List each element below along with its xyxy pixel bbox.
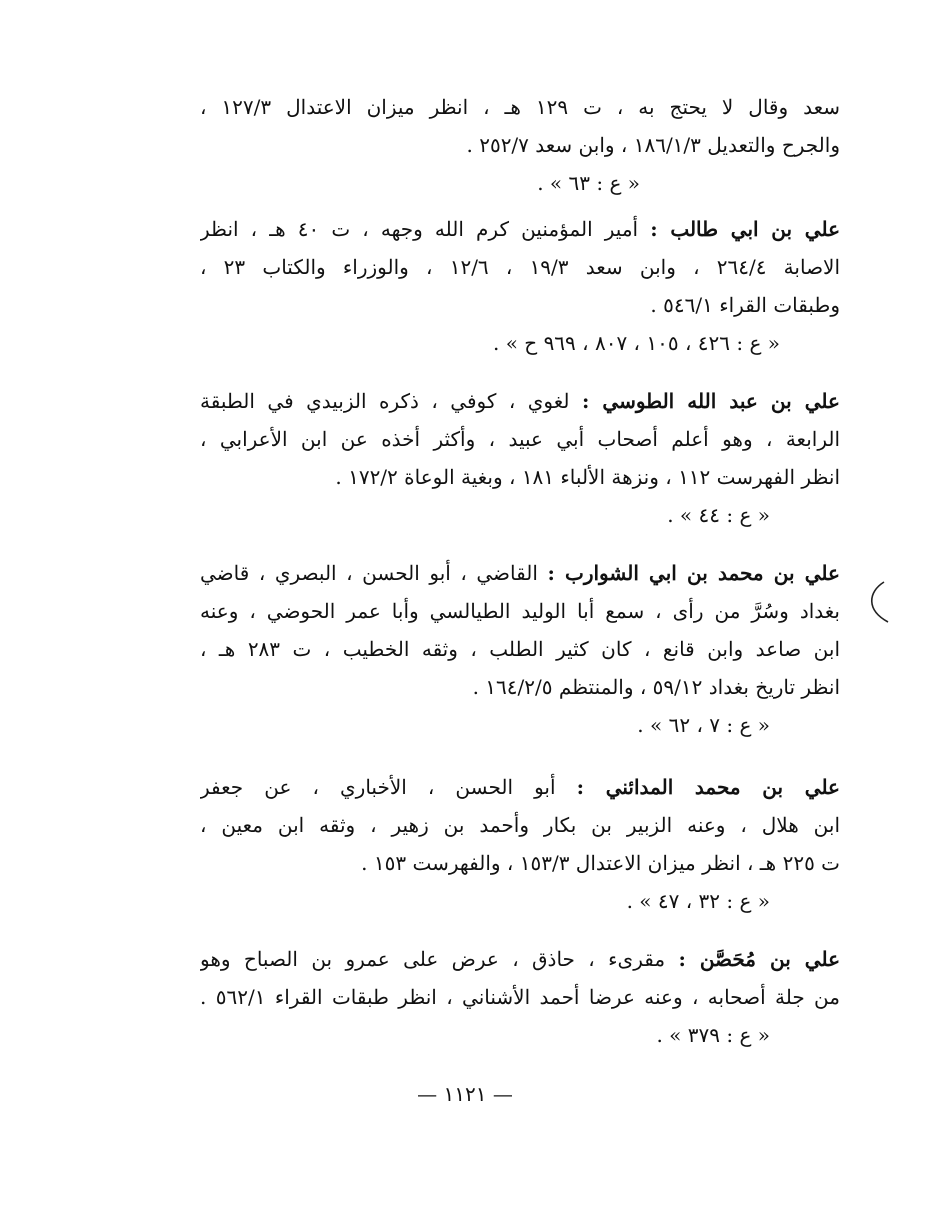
margin-bracket-mark: [862, 580, 892, 624]
entry-continuation: [200, 88, 840, 202]
entry-reference: « ع : ٤٤ » .: [667, 503, 770, 527]
entry-reference: « ع : ٤٢٦ ، ١٠٥ ، ٨٠٧ ، ٩٦٩ ح » .: [492, 331, 780, 355]
entry-line: سعد وقال لا يحتج به ، ت ١٢٩ هـ ، انظر ميزان الاعتدال ١٢٧/٣ ،: [200, 95, 840, 119]
entry-first-line: [200, 768, 840, 806]
entry-line: من جلة أصحابه ، وعنه عرضا أحمد الأشناني ، انظر طبقات القراء ٥٦٢/١ .: [200, 985, 840, 1009]
entry-line: ابن هلال ، وعنه الزبير بن بكار وأحمد بن زهير ، وثقه ابن معين ،: [200, 813, 840, 837]
entry-line: والجرح والتعديل ١٨٦/١/٣ ، وابن سعد ٢٥٢/٧ .: [466, 133, 840, 157]
entry-reference: « ع : ٦٣ » .: [537, 171, 640, 195]
entry-line: وطبقات القراء ٥٤٦/١ .: [650, 293, 840, 317]
entry-line: القاضي ، أبو الحسن ، البصري ، قاضي: [200, 561, 538, 585]
entry-ali-ibn-abi-talib: [200, 210, 840, 362]
entry-name: علي بن محمد بن ابي الشوارب :: [547, 561, 840, 585]
entry-reference: « ع : ٧ ، ٦٢ » .: [637, 713, 770, 737]
page-number: — ١١٢١ —: [417, 1082, 513, 1106]
entry-line: الاصابة ٢٦٤/٤ ، وابن سعد ١٩/٣ ، ١٢/٦ ، والوزراء والكتاب ٢٣ ،: [200, 255, 840, 279]
entry-first-line: [200, 382, 840, 420]
entry-line: أبو الحسن ، الأخباري ، عن جعفر: [200, 775, 556, 799]
entry-reference: « ع : ٣٢ ، ٤٧ » .: [626, 889, 770, 913]
entry-reference: « ع : ٣٧٩ » .: [656, 1023, 770, 1047]
entry-line: ابن صاعد وابن قانع ، كان كثير الطلب ، وثقه الخطيب ، ت ٢٨٣ هـ ،: [200, 637, 840, 661]
entry-ali-ibn-abi-al-shawarib: [200, 554, 840, 744]
entry-line: لغوي ، كوفي ، ذكره الزبيدي في الطبقة: [200, 389, 570, 413]
entry-ali-ibn-muhassin: [200, 940, 840, 1054]
entry-line: مقرىء ، حاذق ، عرض على عمرو بن الصباح وهو: [200, 947, 666, 971]
entry-line: أمير المؤمنين كرم الله وجهه ، ت ٤٠ هـ ، انظر: [200, 217, 639, 241]
entry-first-line: [200, 210, 840, 248]
entry-ali-al-tusi: [200, 382, 840, 534]
entry-first-line: [200, 940, 840, 978]
entry-name: علي بن محمد المدائني :: [576, 775, 840, 799]
entry-name: علي بن ابي طالب :: [650, 217, 840, 241]
entry-line: انظر تاريخ بغداد ٥٩/١٢ ، والمنتظم ١٦٤/٢/٥ .: [472, 675, 840, 699]
entry-line: ت ٢٢٥ هـ ، انظر ميزان الاعتدال ١٥٣/٣ ، والفهرست ١٥٣ .: [361, 851, 840, 875]
entry-line: انظر الفهرست ١١٢ ، ونزهة الألباء ١٨١ ، وبغية الوعاة ١٧٢/٢ .: [335, 465, 840, 489]
entry-ali-al-madaini: [200, 768, 840, 920]
entry-line: الرابعة ، وهو أعلم أصحاب أبي عبيد ، وأكثر أخذه عن ابن الأعرابي ،: [200, 427, 840, 451]
entry-name: علي بن مُحَصَّن :: [678, 947, 840, 971]
entry-first-line: [200, 554, 840, 592]
entry-line: بغداد وسُرَّ من رأى ، سمع أبا الوليد الطيالسي وأبا عمر الحوضي ، وعنه: [200, 599, 840, 623]
entry-name: علي بن عبد الله الطوسي :: [581, 389, 840, 413]
